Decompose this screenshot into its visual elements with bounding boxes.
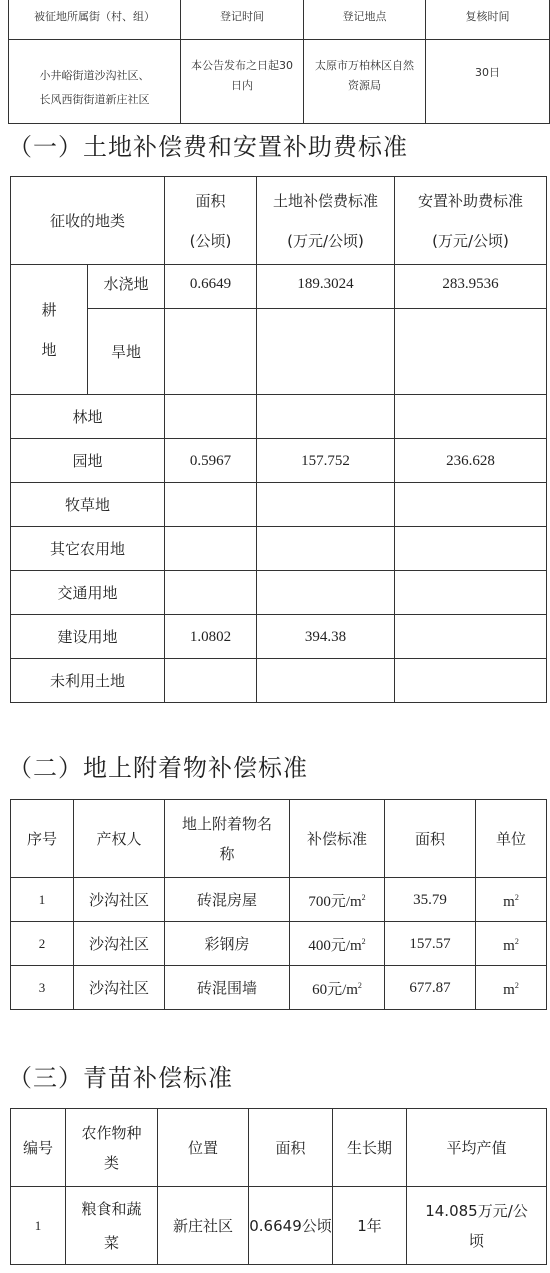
crop-cell xyxy=(66,1187,158,1265)
village-line2: 长风西街街道新庄社区 xyxy=(39,92,150,106)
header-resettle-label: 安置补助费标准 xyxy=(418,191,524,210)
attachment-compensation-table xyxy=(10,799,547,1010)
cultivated-char2: 地 xyxy=(41,340,57,359)
land-area xyxy=(165,527,257,571)
village-line1: 小井峪街道沙沟社区、 xyxy=(39,68,150,82)
standard-cell xyxy=(290,966,385,1010)
owner-cell: 沙沟社区 xyxy=(74,922,165,966)
owner-cell: 沙沟社区 xyxy=(74,878,165,922)
land-type: 建设用地 xyxy=(11,615,165,659)
land-resettle xyxy=(395,571,547,615)
table-row xyxy=(11,527,547,571)
table-row xyxy=(11,483,547,527)
owner-cell: 沙沟社区 xyxy=(74,966,165,1010)
header-location: 位置 xyxy=(158,1109,249,1187)
header-area: 面积 xyxy=(385,800,476,878)
crop-line2: 菜 xyxy=(103,1233,119,1252)
header-name-line2: 称 xyxy=(219,844,235,863)
header-unit: 单位 xyxy=(476,800,547,878)
cell-review-time: 30日 xyxy=(426,40,550,124)
table-row xyxy=(11,659,547,703)
land-resettle: 236.628 xyxy=(395,439,547,483)
section3-title: （三）青苗补偿标准 xyxy=(8,1064,233,1092)
land-type: 其它农用地 xyxy=(11,527,165,571)
land-area: 0.6649 xyxy=(165,265,257,309)
land-area xyxy=(165,571,257,615)
header-area-unit: (公顷) xyxy=(189,231,232,250)
unit-value: m xyxy=(503,937,515,954)
table-row xyxy=(11,615,547,659)
land-resettle xyxy=(395,395,547,439)
header-comp xyxy=(257,177,395,265)
header-resettle xyxy=(395,177,547,265)
header-village: 被征地所属街（村、组） xyxy=(9,0,181,40)
no-cell: 1 xyxy=(11,1187,66,1265)
land-area xyxy=(165,659,257,703)
table-row xyxy=(11,265,547,309)
land-type: 园地 xyxy=(11,439,165,483)
header-area-label: 面积 xyxy=(195,191,226,210)
header-yield: 平均产值 xyxy=(407,1109,547,1187)
land-resettle xyxy=(395,615,547,659)
land-header-row xyxy=(11,177,547,265)
header-standard: 补偿标准 xyxy=(290,800,385,878)
table-row xyxy=(11,309,547,395)
land-area: 0.5967 xyxy=(165,439,257,483)
unit-value: m xyxy=(503,893,515,910)
header-review-time: 复核时间 xyxy=(426,0,550,40)
yield-line1: 14.085万元/公 xyxy=(425,1201,528,1220)
header-comp-label: 土地补偿费标准 xyxy=(273,191,379,210)
header-reg-place: 登记地点 xyxy=(304,0,426,40)
table-row xyxy=(11,395,547,439)
registration-data-row xyxy=(9,40,550,124)
header-crop-line1: 农作物种 xyxy=(81,1123,142,1142)
standard-cell xyxy=(290,878,385,922)
cell-reg-time xyxy=(181,40,304,124)
header-reg-time: 登记时间 xyxy=(181,0,304,40)
reg-place-line2: 资源局 xyxy=(348,79,381,92)
crop-compensation-table xyxy=(10,1108,547,1265)
unit-cell xyxy=(476,922,547,966)
registration-header-row xyxy=(9,0,550,40)
header-area xyxy=(165,177,257,265)
superscript: 2 xyxy=(361,936,366,946)
superscript: 2 xyxy=(357,980,362,990)
superscript: 2 xyxy=(514,892,519,902)
cultivated-char1: 耕 xyxy=(41,300,57,319)
header-no: 编号 xyxy=(11,1109,66,1187)
seq-cell: 1 xyxy=(11,878,74,922)
yield-line2: 顷 xyxy=(468,1231,484,1250)
land-type: 水浇地 xyxy=(88,265,165,309)
land-type: 旱地 xyxy=(88,309,165,395)
land-comp xyxy=(257,395,395,439)
seq-cell: 2 xyxy=(11,922,74,966)
header-seq: 序号 xyxy=(11,800,74,878)
standard-value: 400元/m xyxy=(308,937,362,954)
table-row xyxy=(11,878,547,922)
land-area xyxy=(165,395,257,439)
attachment-name-cell: 砖混房屋 xyxy=(165,878,290,922)
header-comp-unit: (万元/公顷) xyxy=(287,231,364,250)
seq-cell: 3 xyxy=(11,966,74,1010)
cell-reg-place xyxy=(304,40,426,124)
land-resettle xyxy=(395,527,547,571)
header-area: 面积 xyxy=(249,1109,333,1187)
table-row xyxy=(11,1187,547,1265)
land-comp: 157.752 xyxy=(257,439,395,483)
land-type: 林地 xyxy=(11,395,165,439)
land-comp: 394.38 xyxy=(257,615,395,659)
table-row xyxy=(11,439,547,483)
section1-title: （一）土地补偿费和安置补助费标准 xyxy=(8,133,408,161)
header-crop xyxy=(66,1109,158,1187)
table-row xyxy=(11,571,547,615)
land-type: 未利用土地 xyxy=(11,659,165,703)
land-compensation-table xyxy=(10,176,547,703)
area-cell: 35.79 xyxy=(385,878,476,922)
location-cell: 新庄社区 xyxy=(158,1187,249,1265)
header-land-type: 征收的地类 xyxy=(11,177,165,265)
reg-time-line1: 本公告发布之日起30 xyxy=(191,59,293,72)
standard-cell xyxy=(290,922,385,966)
superscript: 2 xyxy=(514,980,519,990)
reg-place-line1: 太原市万柏林区自然 xyxy=(315,59,414,72)
land-type: 牧草地 xyxy=(11,483,165,527)
section2-title: （二）地上附着物补偿标准 xyxy=(8,754,308,782)
standard-value: 60元/m xyxy=(312,981,358,998)
land-type: 交通用地 xyxy=(11,571,165,615)
area-cell: 157.57 xyxy=(385,922,476,966)
land-resettle xyxy=(395,309,547,395)
land-comp xyxy=(257,659,395,703)
reg-time-line2: 日内 xyxy=(231,79,253,92)
land-comp xyxy=(257,483,395,527)
land-comp xyxy=(257,309,395,395)
standard-value: 700元/m xyxy=(308,893,362,910)
crop-line1: 粮食和蔬 xyxy=(81,1199,142,1218)
registration-table xyxy=(8,0,550,124)
attachment-name-cell: 砖混围墙 xyxy=(165,966,290,1010)
land-comp xyxy=(257,527,395,571)
header-owner: 产权人 xyxy=(74,800,165,878)
land-area xyxy=(165,483,257,527)
table-row xyxy=(11,922,547,966)
cell-village xyxy=(9,40,181,124)
unit-cell xyxy=(476,878,547,922)
table-row xyxy=(11,966,547,1010)
header-name-line1: 地上附着物名 xyxy=(181,814,272,833)
attachment-header-row xyxy=(11,800,547,878)
land-resettle: 283.9536 xyxy=(395,265,547,309)
land-area: 1.0802 xyxy=(165,615,257,659)
area-cell: 677.87 xyxy=(385,966,476,1010)
crop-header-row xyxy=(11,1109,547,1187)
land-area xyxy=(165,309,257,395)
unit-value: m xyxy=(503,981,515,998)
header-resettle-unit: (万元/公顷) xyxy=(432,231,509,250)
superscript: 2 xyxy=(361,892,366,902)
unit-cell xyxy=(476,966,547,1010)
header-attachment-name xyxy=(165,800,290,878)
land-comp: 189.3024 xyxy=(257,265,395,309)
attachment-name-cell: 彩钢房 xyxy=(165,922,290,966)
cultivated-land-cell xyxy=(11,265,88,395)
area-cell: 0.6649公顷 xyxy=(249,1187,333,1265)
period-cell: 1年 xyxy=(333,1187,407,1265)
header-crop-line2: 类 xyxy=(103,1153,119,1172)
header-period: 生长期 xyxy=(333,1109,407,1187)
land-comp xyxy=(257,571,395,615)
land-resettle xyxy=(395,659,547,703)
land-resettle xyxy=(395,483,547,527)
yield-cell xyxy=(407,1187,547,1265)
superscript: 2 xyxy=(514,936,519,946)
